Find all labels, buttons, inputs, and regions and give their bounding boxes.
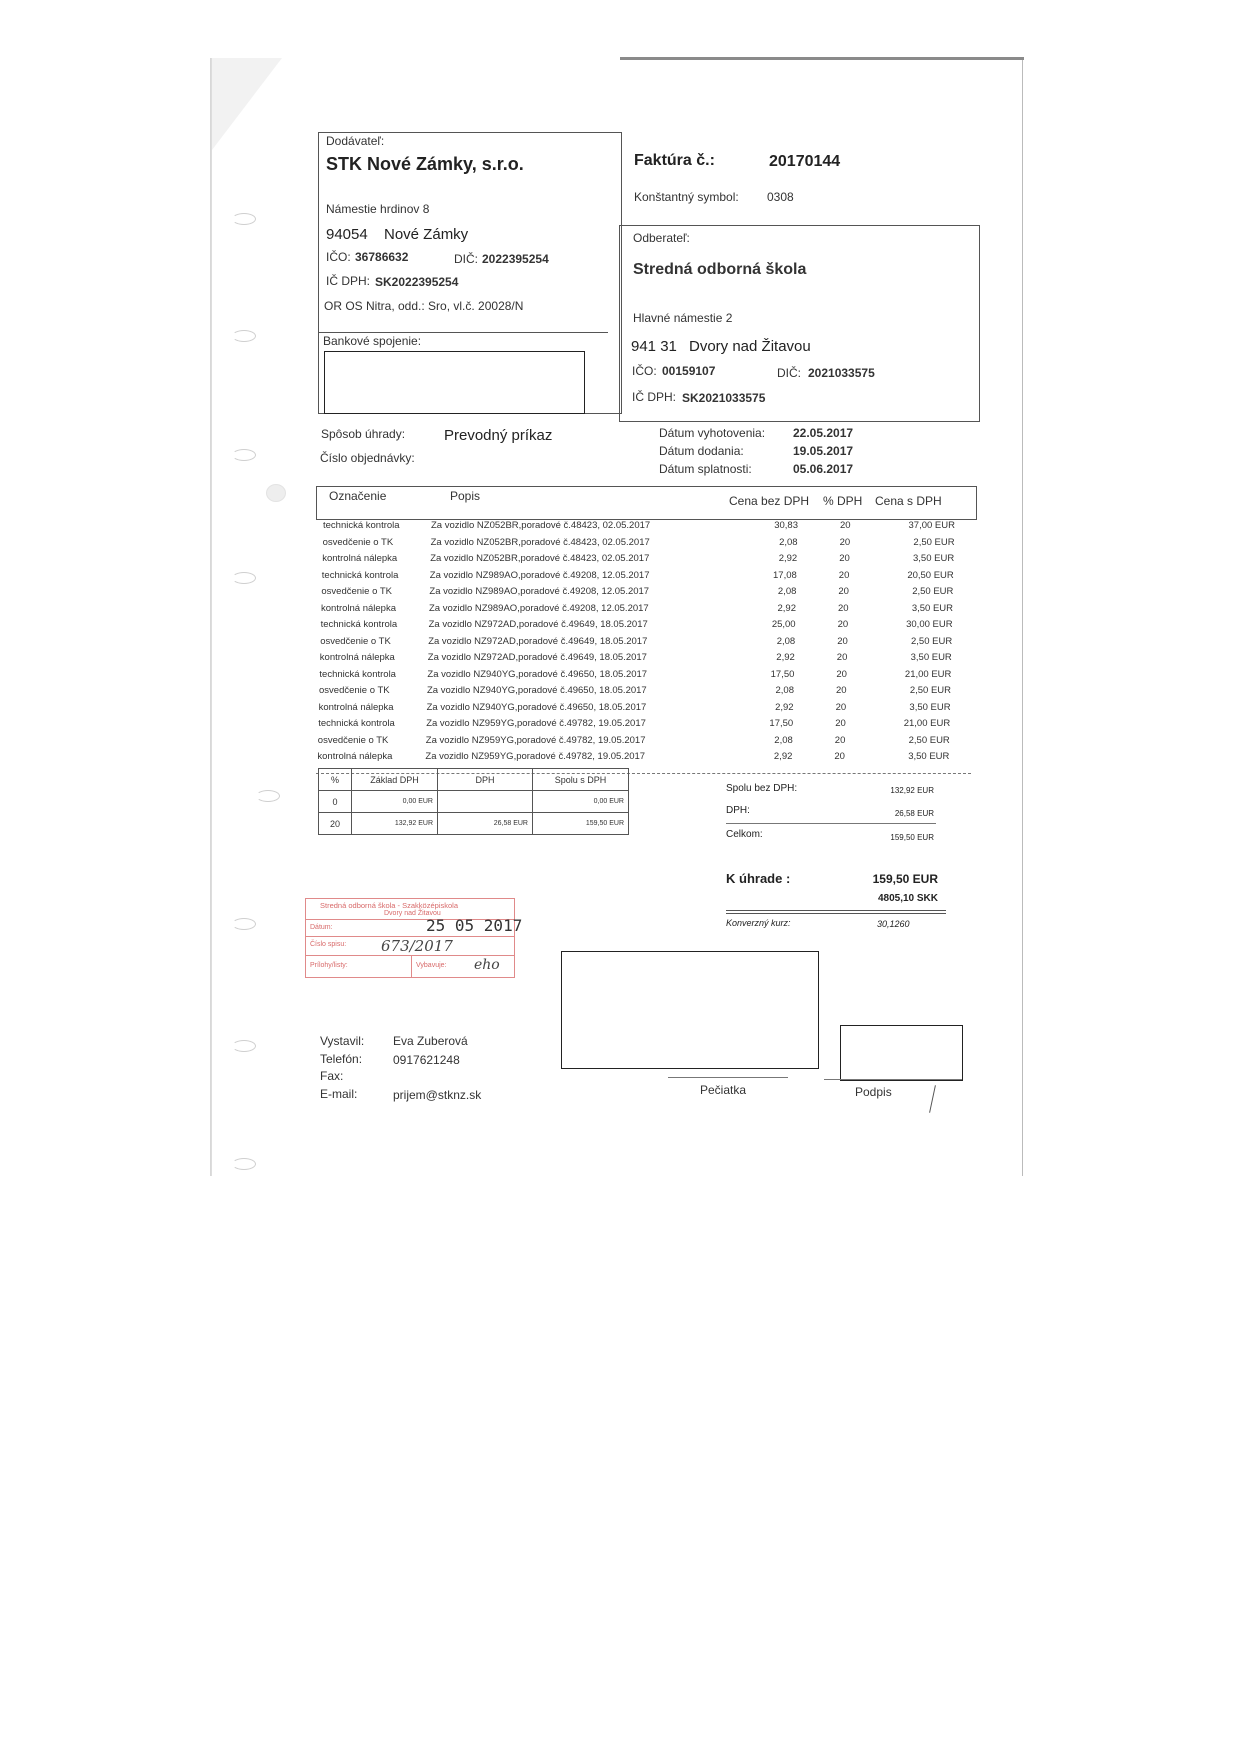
item-vat: 20 [839,553,850,564]
supplier-ico: 36786632 [355,250,409,264]
item-code: technická kontrola [320,619,398,630]
item-net: 2,92 [773,751,793,762]
item-code: kontrolná nálepka [317,751,393,762]
vat-total-amount: 26,58 EUR [894,809,934,818]
item-gross: 2,50 EUR [909,685,951,696]
punch-hole [256,790,280,802]
item-vat: 20 [835,718,846,729]
amount-due-eur: 159,50 EUR [872,872,938,886]
page-edge-right [1022,58,1023,1176]
customer-street: Hlavné námestie 2 [633,311,733,325]
vat-rate: 20 [319,813,352,835]
grand-total-label: Celkom: [726,829,763,840]
item-vat: 20 [836,652,848,663]
item-desc: Za vozidlo NZ940YG,poradové č.49650, 18.05.2017 [427,668,648,680]
vat-rate: 0 [319,791,352,813]
email-label: E-mail: [320,1087,358,1101]
customer-dic: 2021033575 [808,366,875,380]
stamp-att-label: Prílohy/listy: [310,962,348,969]
vat-base: 132,92 EUR [352,813,438,835]
item-vat: 20 [839,536,851,548]
item-code: technická kontrola [323,520,400,531]
item-net: 30,83 [774,520,798,531]
item-desc: Za vozidlo NZ940YG,poradové č.49650, 18.05.2017 [427,685,647,696]
item-gross: 2,50 EUR [908,734,950,746]
item-code: kontrolná nálepka [322,553,398,564]
item-code: osvedčenie o TK [317,734,389,746]
vat-h-total: Spolu s DPH [533,769,629,791]
totals-divider [726,823,936,824]
item-vat: 20 [834,751,845,762]
signature-redacted-box [840,1025,963,1081]
item-code: kontrolná nálepka [321,602,396,614]
signature-line [824,1079,962,1080]
item-row [322,570,962,587]
item-net: 17,50 [770,668,795,680]
item-desc: Za vozidlo NZ959YG,poradové č.49782, 19.05.2017 [425,751,646,762]
item-gross: 3,50 EUR [909,701,951,713]
item-row [322,553,962,570]
punch-hole [232,330,256,342]
item-code: osvedčenie o TK [321,586,392,597]
item-desc: Za vozidlo NZ052BR,poradové č.48423, 02.05.2017 [431,520,651,531]
item-desc: Za vozidlo NZ972AD,poradové č.49649, 18.05.2017 [427,652,647,663]
item-row [323,537,963,554]
item-row [319,702,959,719]
punch-hole [232,1040,256,1052]
item-vat: 20 [838,569,850,581]
punch-hole [232,213,256,225]
item-row [319,669,959,686]
signature-label: Podpis [855,1085,892,1099]
customer-icdph: SK2021033575 [682,391,766,405]
supplier-icdph-label: IČ DPH: [326,274,371,288]
const-symbol: 0308 [767,190,794,204]
item-gross: 20,50 EUR [907,569,954,581]
item-vat: 20 [836,668,847,680]
item-gross: 2,50 EUR [911,635,953,647]
col-code: Označenie [329,489,387,503]
item-gross: 3,50 EUR [911,602,953,614]
customer-label: Odberateľ: [633,231,690,245]
item-net: 17,50 [769,718,794,729]
item-gross: 21,00 EUR [903,718,951,729]
customer-ico-label: IČO: [632,364,657,378]
item-vat: 20 [838,602,849,614]
item-desc: Za vozidlo NZ052BR,poradové č.48423, 02.05.2017 [430,536,650,548]
vat-row [319,813,629,835]
supplier-street: Námestie hrdinov 8 [326,202,430,216]
supplier-name: STK Nové Zámky, s.r.o. [326,154,524,174]
item-desc: Za vozidlo NZ052BR,poradové č.48423, 02.05.2017 [430,553,650,564]
phone: 0917621248 [393,1053,460,1067]
vat-amount [438,791,533,813]
item-net: 2,08 [777,586,797,597]
supplier-city: Nové Zámky [384,226,469,243]
item-code: kontrolná nálepka [318,701,394,713]
fax-label: Fax: [320,1069,344,1083]
item-vat: 20 [837,619,849,630]
item-desc: Za vozidlo NZ989AO,poradové č.49208, 12.05.2017 [429,602,649,614]
stamp-org: Stredná odborná škola - Szakközépiskola [320,901,458,910]
stamp-handler-label: Vybavuje: [416,962,447,969]
col-net: Cena bez DPH [729,494,810,508]
due-divider [726,910,946,914]
item-net: 2,08 [779,536,798,548]
due-date: 05.06.2017 [793,462,854,476]
item-gross: 3,50 EUR [913,553,955,564]
stamp-date: 25 05 2017 [426,916,523,935]
invoice-label: Faktúra č.: [634,152,715,169]
item-code: osvedčenie o TK [320,635,391,647]
item-row [320,652,960,669]
vat-h-rate: % [319,769,352,791]
item-row [317,751,957,768]
item-row [319,685,959,702]
bank-label: Bankové spojenie: [323,334,422,348]
vat-total: 0,00 EUR [533,791,629,813]
supplier-icdph: SK2022395254 [375,275,459,289]
item-net: 2,08 [774,734,793,746]
customer-ico: 00159107 [662,364,716,378]
registry-stamp [305,898,523,978]
bank-redacted-box [324,351,585,414]
supplier-register: OR OS Nitra, odd.: Sro, vl.č. 20028/N [324,299,524,313]
invoice-number: 20170144 [769,153,841,170]
item-code: osvedčenie o TK [322,536,394,548]
issued-by-label: Vystavil: [320,1034,365,1048]
item-gross: 3,50 EUR [910,652,952,663]
item-row [318,718,958,735]
const-symbol-label: Konštantný symbol: [634,190,739,204]
item-net: 2,92 [775,701,794,713]
item-row [323,520,963,537]
net-total-label: Spolu bez DPH: [726,783,798,794]
vat-total: 159,50 EUR [533,813,629,835]
supplier-dic-label: DIČ: [454,252,478,266]
net-total: 132,92 EUR [890,786,934,795]
customer-dic-label: DIČ: [777,366,801,380]
page-edge-left [211,58,212,1176]
issue-date-label: Dátum vyhotovenia: [659,426,766,440]
item-code: technická kontrola [318,718,395,729]
item-gross: 2,50 EUR [913,536,955,548]
item-net: 2,08 [776,635,796,647]
item-net: 2,92 [777,602,796,614]
conversion-rate-label: Konverzný kurz: [726,918,791,928]
item-gross: 30,00 EUR [906,619,953,630]
vat-amount: 26,58 EUR [438,813,533,835]
item-vat: 20 [837,635,848,647]
order-number-label: Číslo objednávky: [320,451,415,465]
amount-due-label: K úhrade : [726,871,791,886]
supplier-ico-label: IČO: [326,250,351,264]
punch-hole [232,572,256,584]
item-net: 17,08 [773,569,797,581]
punch-hole [266,484,286,502]
due-date-label: Dátum splatnosti: [659,462,752,476]
stamp-redacted-box [561,951,819,1069]
payment-method-label: Spôsob úhrady: [321,427,406,441]
issue-date: 22.05.2017 [793,426,854,440]
delivery-date: 19.05.2017 [793,444,854,458]
item-net: 2,92 [776,652,795,663]
vat-h-base: Základ DPH [352,769,438,791]
item-desc: Za vozidlo NZ972AD,poradové č.49649, 18.05.2017 [428,619,648,630]
supplier-zip: 94054 [326,226,368,243]
stamp-city: Dvory nad Žitavou [384,910,441,917]
item-code: technická kontrola [321,569,399,581]
item-vat: 20 [834,734,846,746]
item-row [321,603,961,620]
punch-hole [232,918,256,930]
folded-corner [212,58,282,150]
col-vat: % DPH [823,494,863,508]
vat-base: 0,00 EUR [352,791,438,813]
stamp-label: Pečiatka [700,1083,747,1097]
item-vat: 20 [835,701,847,713]
customer-zip: 941 31 [631,338,677,355]
item-net: 2,08 [775,685,794,696]
payment-method: Prevodný príkaz [444,427,553,444]
item-gross: 37,00 EUR [908,520,955,531]
item-desc: Za vozidlo NZ989AO,poradové č.49208, 12.05.2017 [429,586,650,597]
item-desc: Za vozidlo NZ959YG,poradové č.49782, 19.05.2017 [426,718,646,729]
vat-row [319,791,629,813]
stamp-reg-label: Číslo spisu: [310,941,347,948]
phone-label: Telefón: [320,1052,363,1066]
item-gross: 21,00 EUR [904,668,952,680]
item-code: osvedčenie o TK [319,685,390,696]
grand-total: 159,50 EUR [890,833,934,842]
stamp-handler: eho [474,957,500,973]
page-edge-top [620,57,1024,60]
stamp-date-label: Dátum: [310,924,333,931]
item-gross: 3,50 EUR [908,751,950,762]
punch-hole [232,1158,256,1170]
col-desc: Popis [450,489,481,503]
item-code: technická kontrola [319,668,396,680]
item-row [321,619,961,636]
item-desc: Za vozidlo NZ940YG,poradové č.49650, 18.05.2017 [426,701,647,713]
vat-h-vat: DPH [438,769,533,791]
email: prijem@stknz.sk [393,1088,482,1102]
conversion-rate: 30,1260 [877,919,910,929]
customer-name: Stredná odborná škola [633,261,807,278]
vat-table [318,768,629,835]
item-vat: 20 [840,520,851,531]
item-desc: Za vozidlo NZ972AD,poradové č.49649, 18.05.2017 [428,635,648,647]
item-net: 2,92 [778,553,798,564]
item-code: kontrolná nálepka [319,652,395,663]
customer-city: Dvory nad Žitavou [689,338,811,355]
stamp-reg: 673/2017 [381,937,453,955]
col-gross: Cena s DPH [875,494,942,508]
customer-icdph-label: IČ DPH: [632,390,677,404]
item-row [321,586,961,603]
supplier-label: Dodávateľ: [326,134,385,148]
item-row [318,735,958,752]
item-desc: Za vozidlo NZ989AO,poradové č.49208, 12.05.2017 [429,569,650,581]
item-vat: 20 [838,586,849,597]
stamp-line [668,1077,788,1078]
item-row [320,636,960,653]
supplier-dic: 2022395254 [482,252,549,266]
item-vat: 20 [836,685,847,696]
issued-by: Eva Zuberová [393,1034,468,1048]
item-desc: Za vozidlo NZ959YG,poradové č.49782, 19.05.2017 [425,734,646,746]
punch-hole [232,449,256,461]
item-net: 25,00 [771,619,796,630]
delivery-date-label: Dátum dodania: [659,444,744,458]
amount-due-skk: 4805,10 SKK [877,893,938,904]
divider [318,332,608,333]
item-gross: 2,50 EUR [912,586,954,597]
vat-total-label: DPH: [726,805,750,816]
